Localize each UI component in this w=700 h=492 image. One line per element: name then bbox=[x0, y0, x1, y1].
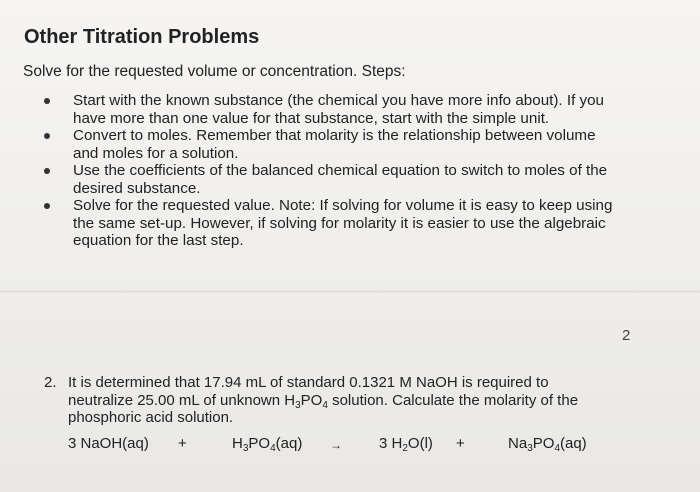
step-line: and moles for a solution. bbox=[73, 144, 239, 162]
question-line: phosphoric acid solution. bbox=[68, 409, 234, 426]
step-line: Solve for the requested value. Note: If solving for volume it is easy to keep using bbox=[73, 197, 613, 214]
step-item bbox=[40, 197, 670, 250]
equation-reactant-naoh: 3 NaOH(aq) bbox=[68, 435, 149, 452]
question-2 bbox=[44, 374, 634, 427]
page-number: 2 bbox=[622, 327, 631, 344]
bullet-icon bbox=[44, 133, 50, 139]
step-item bbox=[40, 162, 670, 197]
subscript: 4 bbox=[554, 443, 560, 454]
formula-span: Na bbox=[508, 435, 528, 452]
bullet-icon bbox=[44, 203, 50, 209]
steps-list bbox=[40, 92, 670, 250]
equation-product-na3po4 bbox=[508, 435, 587, 452]
equation-reactant-h3po4 bbox=[232, 435, 302, 452]
question-text bbox=[44, 374, 634, 427]
step-line: Start with the known substance (the chemical you have more info about). If you bbox=[73, 92, 604, 109]
question-line bbox=[68, 392, 634, 410]
subscript: 4 bbox=[270, 443, 276, 454]
step-line: have more than one value for that substance, start with the simple unit. bbox=[73, 109, 550, 127]
formula-span: 3 H bbox=[379, 435, 403, 452]
step-line: equation for the last step. bbox=[73, 232, 244, 249]
step-item bbox=[40, 127, 670, 162]
question-text-span: neutralize 25.00 mL of unknown H bbox=[68, 391, 296, 409]
subscript: 3 bbox=[295, 399, 301, 411]
equation-plus: + bbox=[178, 435, 187, 452]
instructions-intro: Solve for the requested volume or concentration. Steps: bbox=[23, 63, 406, 80]
question-text-span: PO bbox=[300, 391, 323, 409]
equation-product-water bbox=[379, 435, 433, 452]
formula-span: PO bbox=[532, 435, 555, 452]
step-line: Convert to moles. Remember that molarity is the relationship between volume bbox=[73, 127, 596, 144]
step-line: desired substance. bbox=[73, 179, 201, 197]
question-number: 2. bbox=[44, 374, 57, 391]
equation-plus: + bbox=[456, 435, 465, 452]
formula-span: H bbox=[232, 435, 243, 452]
page-title: Other Titration Problems bbox=[24, 26, 260, 48]
formula-span: O(l) bbox=[407, 435, 433, 452]
paper-fold-divider bbox=[0, 290, 700, 293]
bullet-icon bbox=[44, 98, 50, 104]
subscript: 3 bbox=[242, 443, 249, 454]
step-line: Use the coefficients of the balanced chemical equation to switch to moles of the bbox=[73, 162, 608, 179]
step-line: the same set-up. However, if solving for molarity it is easier to use the algebraic bbox=[73, 214, 606, 232]
step-item bbox=[40, 92, 670, 127]
question-text-span: solution. Calculate the molarity of the bbox=[327, 391, 579, 409]
formula-span: PO bbox=[248, 435, 271, 452]
question-line: It is determined that 17.94 mL of standard 0.1321 M NaOH is required to bbox=[68, 374, 549, 391]
subscript: 3 bbox=[527, 443, 533, 454]
reaction-arrow-icon: → bbox=[330, 438, 342, 452]
subscript: 4 bbox=[322, 399, 328, 411]
subscript: 2 bbox=[402, 443, 408, 454]
bullet-icon bbox=[44, 168, 50, 174]
formula-span: (aq) bbox=[275, 435, 303, 452]
formula-span: (aq) bbox=[560, 435, 587, 452]
